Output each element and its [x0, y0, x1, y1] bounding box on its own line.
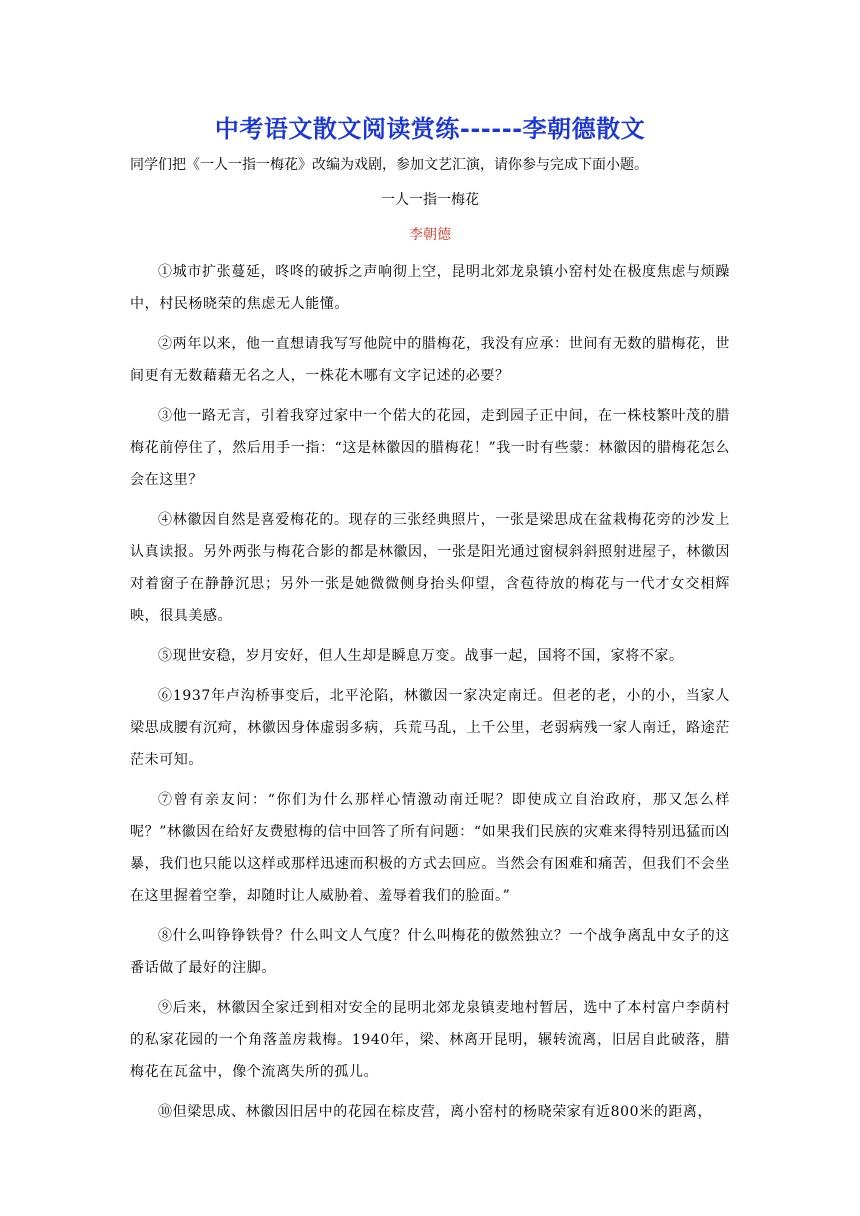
- paragraph: ⑩但梁思成、林徽因旧居中的花园在棕皮营，离小窑村的杨晓荣家有近800米的距离，: [158, 1104, 713, 1120]
- intro-text: 同学们把《一人一指一梅花》改编为戏剧，参加文艺汇演，请你参与完成下面小题。: [130, 157, 648, 173]
- paragraph: ④林徽因自然是喜爱梅花的。现存的三张经典照片，一张是梁思成在盆栽梅花旁的沙发上认真读报。另外两张与梅花合影的都是林徽因，一张是阳光通过窗棂斜斜照射进屋子，林徽因对着窗子在静静沉思；另外一张是她微微侧身抬头仰望，含苞待放的梅花与一代才女交相辉映，很具美感。: [130, 512, 730, 624]
- paragraph: ③他一路无言，引着我穿过家中一个偌大的花园，走到园子正中间，在一株枝繁叶茂的腊梅花前停住了，然后用手一指：“这是林徽因的腊梅花！”我一时有些蒙：林徽因的腊梅花怎么会在这里？: [130, 408, 730, 488]
- essay-author: 李朝德: [409, 227, 451, 243]
- paragraph: ⑦曾有亲友问：“你们为什么那样心情激动南迁呢？即使成立自治政府，那又怎么样呢？”林徽因在给好友费慰梅的信中回答了所有问题：“如果我们民族的灾难来得特别迅猛而凶暴，我们也只能以这样或那样迅速而积极的方式去回应。当然会有困难和痛苦，但我们不会坐在这里握着空拳，却随时让人威胁着、羞辱着我们的脸面。”: [130, 792, 730, 904]
- document-title: 中考语文散文阅读赏练------李朝德散文: [214, 115, 646, 143]
- essay-title: 一人一指一梅花: [381, 192, 479, 208]
- paragraph: ⑥1937年卢沟桥事变后，北平沦陷，林徽因一家决定南迁。但老的老，小的小，当家人梁思成腰有沉疴，林徽因身体虚弱多病，兵荒马乱，上千公里，老弱病残一家人南迁，路途茫茫未可知。: [130, 688, 730, 768]
- paragraph: ②两年以来，他一直想请我写写他院中的腊梅花，我没有应承：世间有无数的腊梅花，世间更有无数藉藉无名之人，一株花木哪有文字记述的必要？: [130, 336, 730, 384]
- paragraph: ①城市扩张蔓延，咚咚的破拆之声响彻上空，昆明北郊龙泉镇小窑村处在极度焦虑与烦躁中，村民杨晓荣的焦虑无人能懂。: [130, 264, 730, 312]
- essay-body: [130, 256, 730, 1136]
- paragraph: ⑨后来，林徽因全家迁到相对安全的昆明北郊龙泉镇麦地村暂居，选中了本村富户李荫村的私家花园的一个角落盖房栽梅。1940年，梁、林离开昆明，辗转流离，旧居自此破落，腊梅花在瓦盆中，像个流离失所的孤儿。: [130, 1000, 730, 1080]
- paragraph: ⑤现世安稳，岁月安好，但人生却是瞬息万变。战事一起，国将不国，家将不家。: [158, 648, 684, 664]
- paragraph: ⑧什么叫铮铮铁骨？什么叫文人气度？什么叫梅花的傲然独立？一个战争离乱中女子的这番话做了最好的注脚。: [130, 928, 730, 976]
